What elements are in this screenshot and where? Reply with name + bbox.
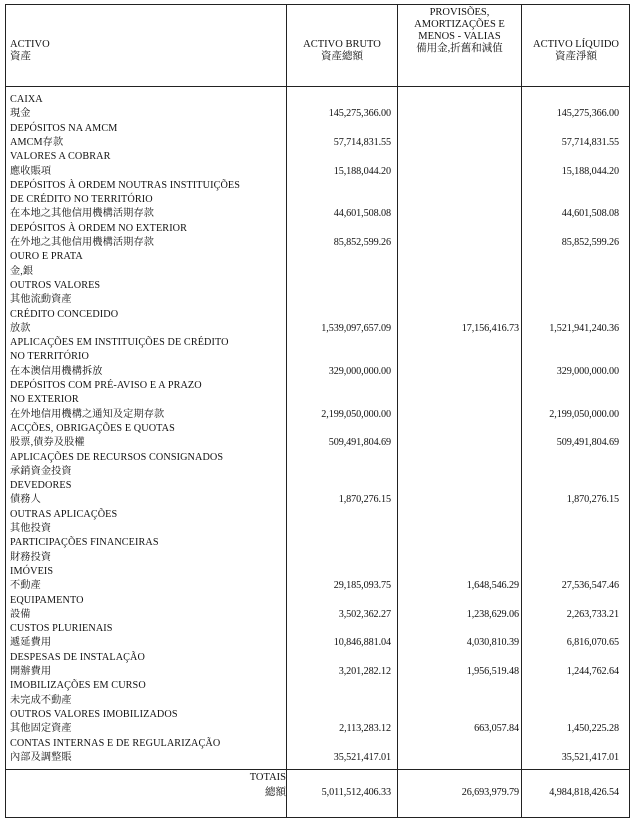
row-label: 其他投資 (10, 523, 52, 534)
row-label: 現金 (10, 108, 31, 120)
row-provisoes-value: 1,648,546.29 (466, 580, 519, 592)
row-label: 在本澳信用機構拆放 (10, 365, 103, 377)
totals-divider (6, 769, 629, 770)
row-bruto-value: 35,521,417.01 (333, 751, 391, 763)
row-liquido-value: 509,491,804.69 (556, 437, 619, 449)
table-row (6, 651, 629, 665)
header-divider (6, 86, 629, 87)
table-row (6, 350, 629, 364)
table-row (6, 636, 629, 650)
table-row (6, 93, 629, 107)
row-label: 在本地之其他信用機構活期存款 (10, 208, 155, 220)
header-liquido-zh: 資產淨額 (555, 51, 597, 62)
row-label: 其他流動資產 (10, 294, 72, 306)
row-liquido-value: 1,521,941,240.36 (549, 322, 619, 334)
header-liquido (522, 39, 630, 63)
table-row (6, 236, 629, 250)
row-label: OURO E PRATA (10, 251, 83, 263)
row-bruto-value: 509,491,804.69 (328, 437, 391, 449)
table-row (6, 579, 629, 593)
table-row (6, 150, 629, 164)
row-label: 其他固定資產 (10, 723, 72, 735)
table-row (6, 665, 629, 679)
row-bruto-value: 2,199,050,000.00 (321, 408, 391, 420)
row-liquido-value: 6,816,070.65 (566, 637, 619, 649)
row-liquido-value: 1,244,762.64 (566, 666, 619, 677)
row-label: 股票,債券及股權 (10, 437, 85, 449)
table-row (6, 594, 629, 608)
row-label: DEPÓSITOS À ORDEM NO EXTERIOR (10, 222, 188, 234)
table-row (6, 479, 629, 493)
row-bruto-value: 3,502,362.27 (338, 608, 391, 620)
row-bruto-value: 1,870,276.15 (338, 494, 391, 506)
row-label: 設備 (10, 608, 31, 620)
row-label: DEPÓSITOS COM PRÉ-AVISO E A PRAZO (10, 380, 202, 391)
row-label: OUTROS VALORES IMOBILIZADOS (10, 708, 178, 720)
header-liquido-pt: ACTIVO LÍQUIDO (532, 39, 620, 50)
row-liquido-value: 57,714,831.55 (561, 136, 619, 148)
header-prov-line3: MENOS - VALIAS (418, 31, 501, 42)
table-row (6, 136, 629, 150)
row-provisoes-value: 1,956,519.48 (466, 666, 519, 677)
table-row (6, 536, 629, 550)
row-liquido-value: 15,188,044.20 (561, 165, 619, 177)
row-label: 在外地之其他信用機構活期存款 (10, 237, 155, 248)
table-row (6, 679, 629, 693)
row-provisoes-value: 4,030,810.39 (466, 637, 519, 649)
row-provisoes-value: 17,156,416.73 (461, 322, 519, 334)
table-row (6, 708, 629, 722)
row-liquido-value: 27,536,547.46 (561, 580, 619, 592)
table-row (6, 107, 629, 121)
row-label: 金,銀 (10, 265, 34, 277)
row-liquido-value: 1,450,225.28 (566, 723, 619, 735)
row-provisoes-value: 663,057.84 (474, 723, 519, 735)
row-label: DE CRÉDITO NO TERRITÓRIO (10, 194, 153, 206)
row-label: IMOBILIZAÇÕES EM CURSO (10, 680, 146, 692)
row-label: VALORES A COBRAR (10, 151, 111, 163)
row-liquido-value: 329,000,000.00 (556, 365, 619, 377)
table-row (6, 522, 629, 536)
header-provisoes (398, 7, 521, 55)
total-liquido: 4,984,818,426.54 (549, 787, 619, 798)
row-label: IMÓVEIS (10, 565, 54, 577)
table-row (6, 222, 629, 236)
table-row (6, 451, 629, 465)
row-label: DEVEDORES (10, 480, 72, 492)
row-liquido-value: 145,275,366.00 (556, 108, 619, 120)
table-row (6, 551, 629, 565)
table-row (6, 179, 629, 193)
row-label: NO TERRITÓRIO (10, 351, 89, 363)
table-row (6, 250, 629, 264)
header-prov-zh: 備用金,折舊和減值 (416, 43, 503, 54)
row-label: DEPÓSITOS À ORDEM NOUTRAS INSTITUIÇÕES (10, 179, 241, 191)
total-provisoes: 26,693,979.79 (461, 787, 519, 798)
row-label: APLICAÇÕES DE RECURSOS CONSIGNADOS (10, 451, 224, 463)
row-label: CONTAS INTERNAS E DE REGULARIZAÇÃO (10, 737, 221, 749)
row-provisoes-value: 1,238,629.06 (466, 608, 519, 620)
row-label: EQUIPAMENTO (10, 594, 84, 606)
row-label: CAIXA (10, 94, 43, 105)
table-row (6, 408, 629, 422)
row-bruto-value: 2,113,283.12 (339, 723, 391, 735)
table-row (6, 508, 629, 522)
table-row (6, 293, 629, 307)
table-row (6, 122, 629, 136)
row-label: DESPESAS DE INSTALAÇÃO (10, 651, 145, 663)
row-label: 開辦費用 (10, 666, 52, 677)
row-liquido-value: 2,199,050,000.00 (549, 408, 619, 420)
row-label: PARTICIPAÇÕES FINANCEIRAS (10, 537, 159, 549)
row-bruto-value: 85,852,599.26 (333, 237, 391, 248)
row-bruto-value: 44,601,508.08 (333, 208, 391, 220)
table-row (6, 207, 629, 221)
row-label: 遞延費用 (10, 637, 52, 649)
totals-label-pt: TOTAIS (249, 772, 286, 783)
row-label: CRÉDITO CONCEDIDO (10, 308, 119, 320)
row-liquido-value: 2,263,733.21 (566, 608, 619, 620)
table-row (6, 694, 629, 708)
header-bruto-pt: ACTIVO BRUTO (303, 39, 381, 50)
row-bruto-value: 1,539,097,657.09 (321, 322, 391, 334)
row-label: 承銷資金投資 (10, 465, 72, 477)
table-row (6, 436, 629, 450)
row-bruto-value: 329,000,000.00 (328, 365, 391, 377)
total-bruto: 5,011,512,406.33 (321, 787, 391, 798)
row-bruto-value: 15,188,044.20 (333, 165, 391, 177)
header-activo (10, 39, 50, 63)
row-label: CUSTOS PLURIENAIS (10, 623, 113, 635)
header-prov-line1: PROVISÕES, (429, 7, 490, 18)
row-label: NO EXTERIOR (10, 394, 79, 406)
header-activo-pt: ACTIVO (10, 39, 50, 50)
table-row (6, 565, 629, 579)
totals-label-zh: 總額 (265, 787, 286, 798)
table-row (6, 722, 629, 736)
table-row (6, 465, 629, 479)
row-label: 未完成不動產 (10, 694, 72, 706)
table-row (6, 322, 629, 336)
table-row (6, 279, 629, 293)
table-row (6, 393, 629, 407)
row-label: 放款 (10, 322, 31, 334)
row-label: OUTRAS APLICAÇÕES (10, 508, 118, 520)
table-row (6, 737, 629, 751)
row-label: ACÇÕES, OBRIGAÇÕES E QUOTAS (10, 422, 175, 434)
row-label: DEPÓSITOS NA AMCM (10, 122, 118, 134)
table-row (6, 165, 629, 179)
row-bruto-value: 29,185,093.75 (333, 580, 391, 592)
row-bruto-value: 57,714,831.55 (333, 136, 391, 148)
row-liquido-value: 1,870,276.15 (566, 494, 619, 506)
row-bruto-value: 10,846,881.04 (333, 637, 391, 649)
table-row (6, 336, 629, 350)
row-bruto-value: 3,201,282.12 (338, 666, 391, 677)
balance-sheet-table (5, 4, 630, 818)
row-label: 應收賬項 (10, 165, 52, 177)
row-label: 內部及調整賬 (10, 751, 72, 763)
row-label: 債務人 (10, 494, 41, 506)
table-row (6, 365, 629, 379)
row-bruto-value: 145,275,366.00 (328, 108, 391, 120)
table-row (6, 308, 629, 322)
header-bruto (287, 39, 397, 63)
row-liquido-value: 44,601,508.08 (561, 208, 619, 220)
row-label: AMCM存款 (10, 136, 64, 148)
row-label: 不動產 (10, 580, 41, 592)
row-liquido-value: 35,521,417.01 (561, 751, 619, 763)
table-row (6, 379, 629, 393)
row-label: 財務投資 (10, 551, 52, 563)
row-label: 在外地信用機構之通知及定期存款 (10, 408, 165, 420)
header-prov-line2: AMORTIZAÇÕES E (414, 19, 505, 30)
row-label: OUTROS VALORES (10, 279, 101, 291)
header-activo-zh: 資產 (10, 51, 31, 62)
table-row (6, 622, 629, 636)
header-bruto-zh: 資產總額 (321, 51, 363, 62)
row-liquido-value: 85,852,599.26 (561, 237, 619, 248)
table-row (6, 422, 629, 436)
table-row (6, 193, 629, 207)
table-row (6, 493, 629, 507)
table-row (6, 751, 629, 765)
table-row (6, 608, 629, 622)
row-label: APLICAÇÕES EM INSTITUIÇÕES DE CRÉDITO (10, 337, 229, 349)
table-row (6, 265, 629, 279)
